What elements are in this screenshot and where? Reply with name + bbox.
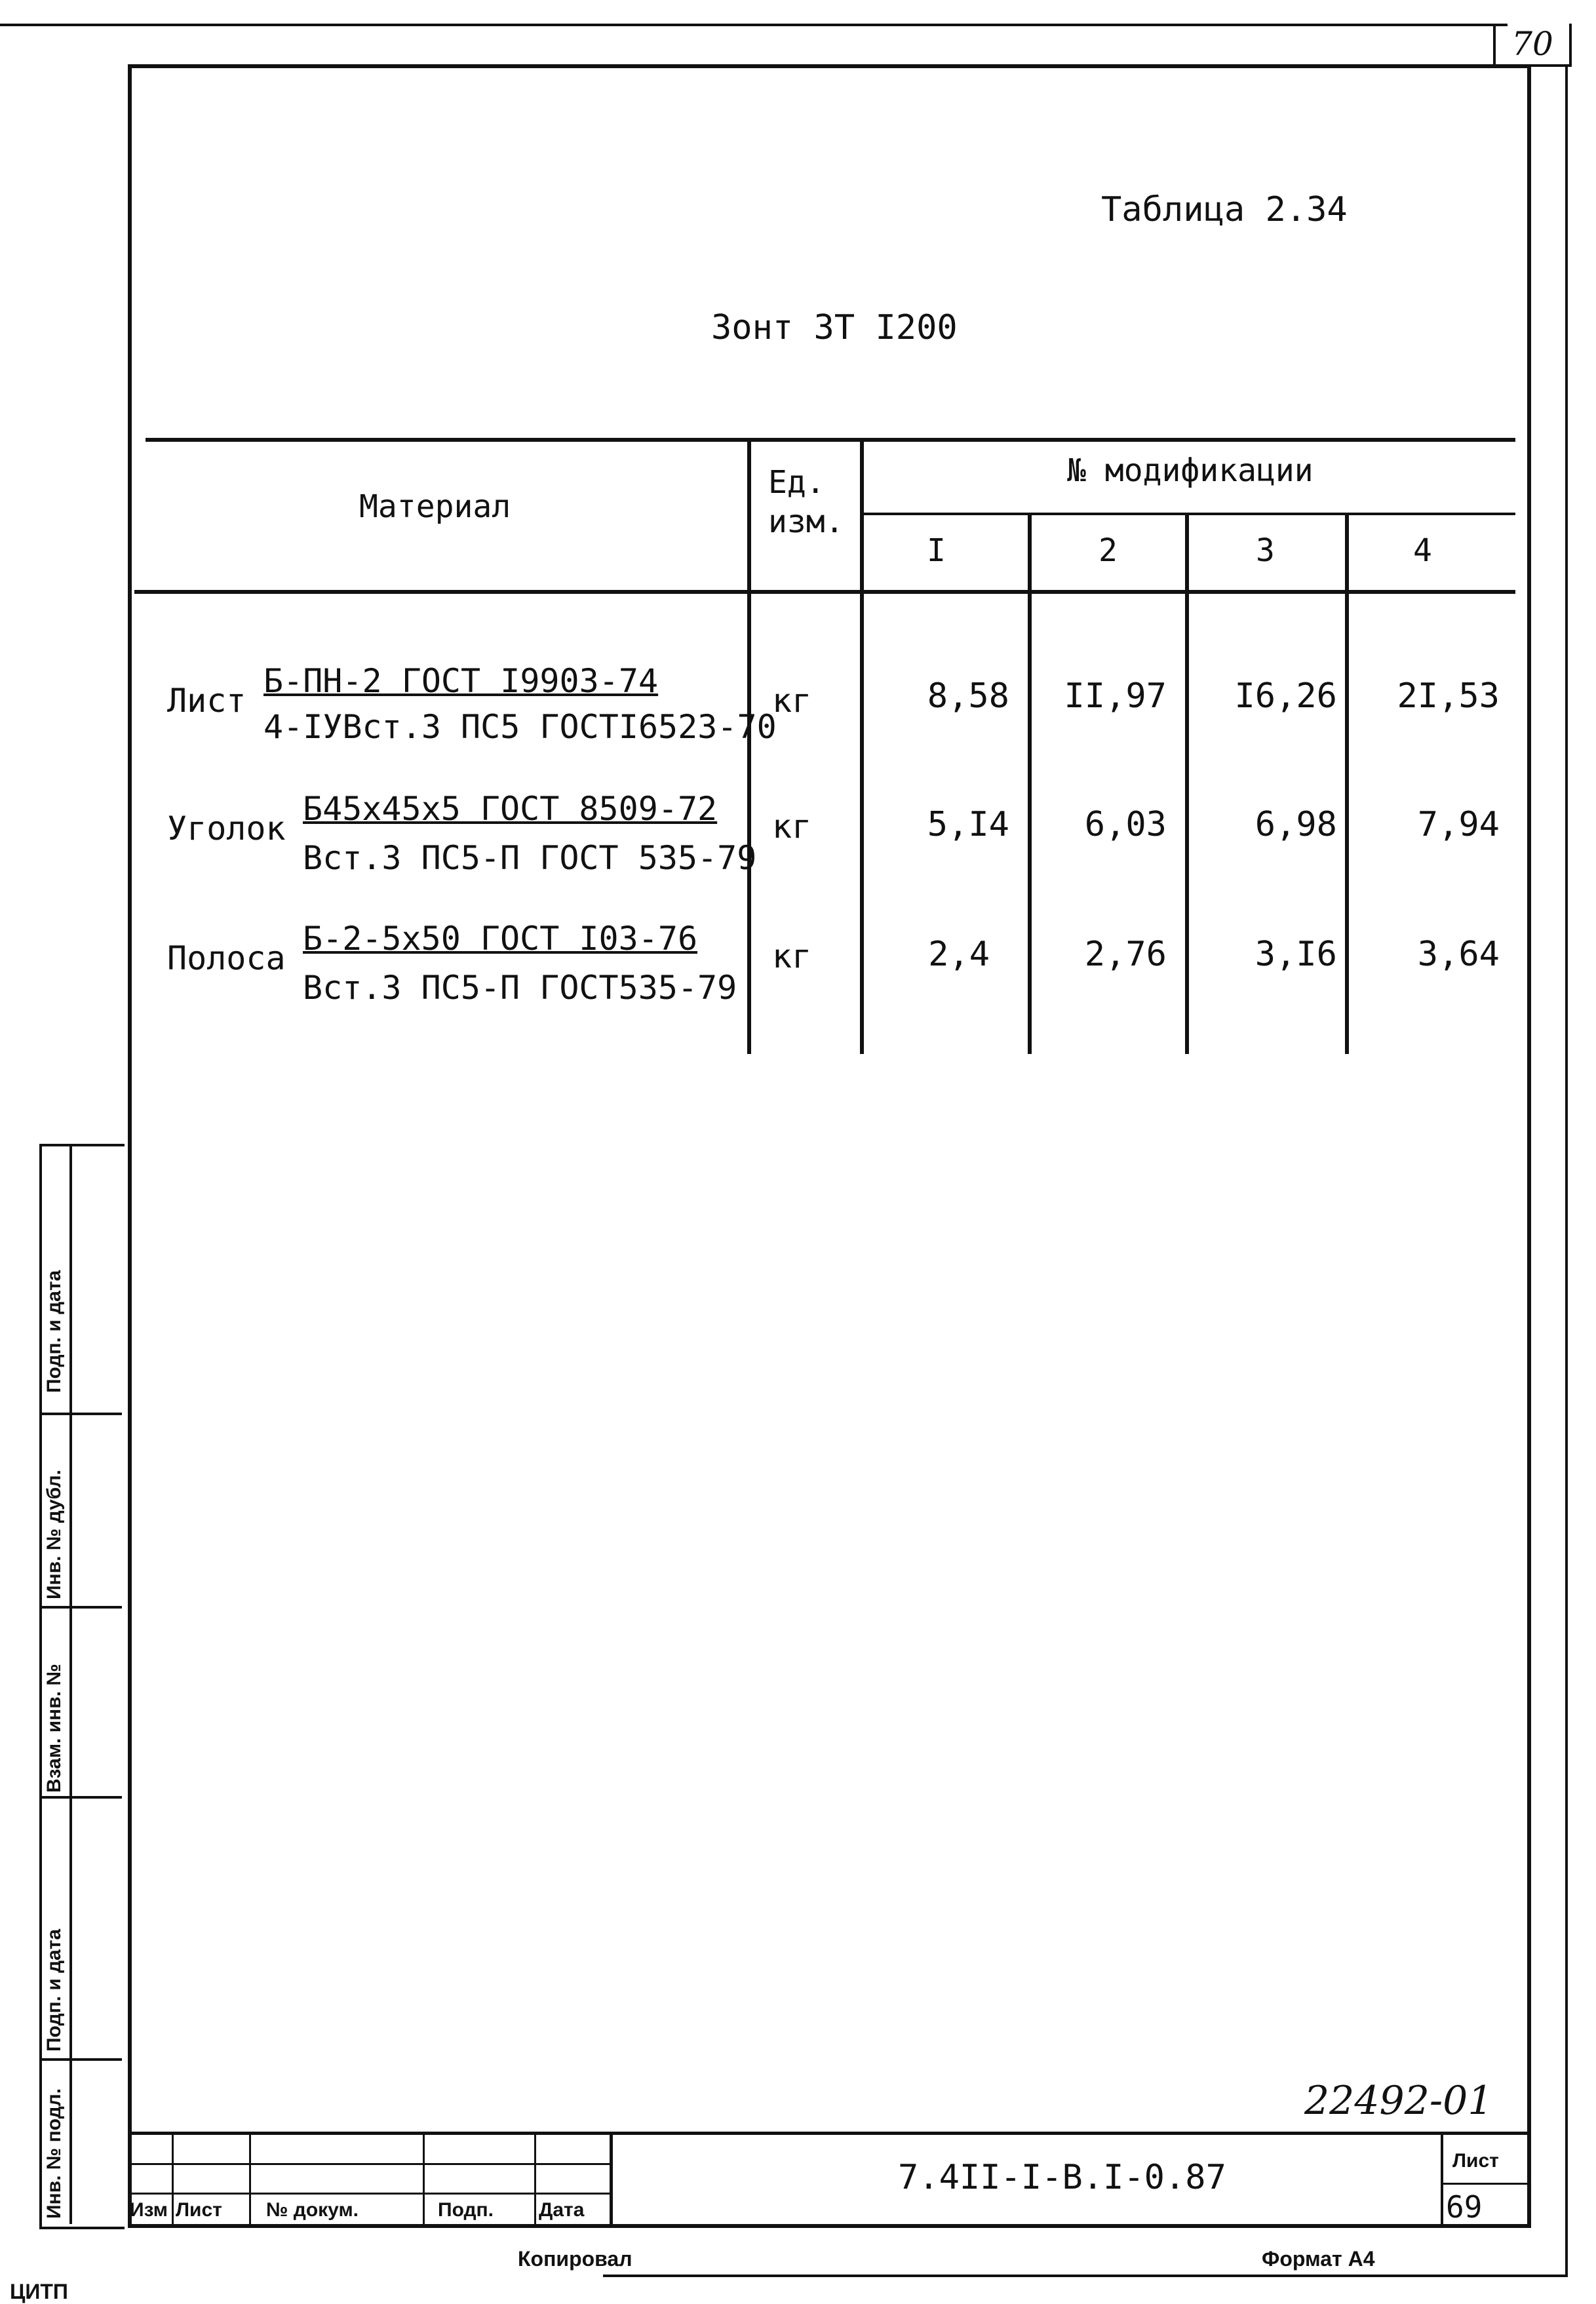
table-label: Таблица 2.34 xyxy=(1101,190,1348,229)
row-3-spec-top: Б-2-5х50 ГОСТ I03-76 xyxy=(303,920,698,958)
tb-col-5 xyxy=(610,2132,613,2224)
footer-org: ЦИТП xyxy=(10,2280,68,2303)
frame-top-line xyxy=(0,24,1508,26)
doc-code: 7.4II-I-В.I-0.87 xyxy=(898,2158,1226,2197)
side-label-podp-2: Подп. и дата xyxy=(43,1270,65,1393)
frame-inner-top xyxy=(128,64,1531,68)
title-block-top xyxy=(128,2132,1531,2135)
tb-col-2 xyxy=(249,2132,251,2224)
row-1-value-3: I6,26 xyxy=(1234,676,1337,716)
header-mod-3: 3 xyxy=(1256,532,1275,569)
row-3-value-2: 2,76 xyxy=(1084,935,1167,974)
tb-col-izm: Изм xyxy=(130,2199,168,2221)
side-stamp-rule-1 xyxy=(39,1413,122,1415)
side-label-inv-podl: Инв. № подл. xyxy=(43,2088,65,2219)
row-2-value-1: 5,I4 xyxy=(927,805,1009,844)
side-label-inv-dubl: Инв. № дубл. xyxy=(43,1470,65,1599)
frame-outer-right xyxy=(1565,64,1568,2276)
header-unit-2: изм. xyxy=(768,503,844,540)
tb-col-podp: Подп. xyxy=(438,2199,494,2221)
row-2-unit: кг xyxy=(772,808,812,846)
corner-sheet-number: 70 xyxy=(1493,24,1572,67)
frame-right xyxy=(1527,64,1531,2224)
col-sep-mod4 xyxy=(1345,513,1349,1054)
row-3-name: Полоса xyxy=(167,939,286,977)
col-sep-mod3 xyxy=(1185,513,1189,1054)
sheet-label: Лист xyxy=(1452,2150,1499,2172)
row-2-value-2: 6,03 xyxy=(1084,805,1167,844)
tb-col-data: Дата xyxy=(539,2199,585,2221)
row-3-value-3: 3,I6 xyxy=(1255,935,1337,974)
signature-number: 22492-01 xyxy=(1304,2078,1493,2124)
header-unit-1: Ед. xyxy=(768,464,825,501)
row-1-name: Лист xyxy=(167,682,246,720)
row-1-value-1: 8,58 xyxy=(927,676,1009,716)
tb-sheet-col xyxy=(1441,2132,1443,2224)
tb-col-4 xyxy=(534,2132,536,2224)
tb-col-list: Лист xyxy=(176,2199,222,2221)
row-1-unit: кг xyxy=(772,682,812,720)
side-stamp-rule-3 xyxy=(39,1796,122,1799)
footer-copied: Копировал xyxy=(518,2247,633,2271)
row-3-value-4: 3,64 xyxy=(1417,935,1500,974)
row-2-name: Уголок xyxy=(167,810,286,848)
header-modifications: № модификации xyxy=(1067,452,1314,489)
row-2-spec-bottom: Вст.3 ПС5-П ГОСТ 535-79 xyxy=(303,839,757,877)
tb-sheet-rule xyxy=(1441,2183,1528,2185)
tb-col-1 xyxy=(172,2132,174,2224)
row-2-spec-top: Б45х45х5 ГОСТ 8509-72 xyxy=(303,790,718,828)
mods-sub-rule xyxy=(864,513,1515,515)
frame-bottom xyxy=(128,2224,1531,2228)
side-stamp-divider xyxy=(69,1144,72,2224)
header-mod-4: 4 xyxy=(1413,532,1432,569)
row-1-value-2: II,97 xyxy=(1064,676,1167,716)
side-label-podp-1: Подп. и дата xyxy=(43,1928,65,2052)
footer-format: Формат А4 xyxy=(1262,2247,1375,2271)
col-sep-mod2 xyxy=(1028,513,1032,1054)
header-material: Материал xyxy=(359,488,511,525)
row-1-spec-bottom: 4-IУВст.3 ПС5 ГОСТI6523-70 xyxy=(263,708,777,746)
header-mod-1: I xyxy=(927,532,946,569)
row-2-value-3: 6,98 xyxy=(1255,805,1337,844)
row-2-value-4: 7,94 xyxy=(1417,805,1500,844)
row-3-spec-bottom: Вст.3 ПС5-П ГОСТ535-79 xyxy=(303,969,737,1007)
col-sep-unit xyxy=(747,438,751,1054)
tb-row-2 xyxy=(128,2193,613,2195)
sheet-number: 69 xyxy=(1446,2189,1483,2225)
row-1-value-4: 2I,53 xyxy=(1397,676,1500,716)
table-top-rule xyxy=(146,438,1515,442)
tb-col-doc: № докум. xyxy=(266,2199,359,2221)
row-3-unit: кг xyxy=(772,937,812,975)
row-1-spec-top: Б-ПН-2 ГОСТ I9903-74 xyxy=(263,662,659,700)
row-3-value-1: 2,4 xyxy=(928,935,990,974)
page-title: Зонт ЗТ I200 xyxy=(711,308,958,347)
header-bottom-rule xyxy=(134,590,1515,594)
side-stamp-rule-4 xyxy=(39,2058,122,2061)
tb-row-1 xyxy=(128,2163,613,2165)
frame-left xyxy=(128,64,132,2224)
frame-outer-bottom xyxy=(603,2275,1568,2277)
tb-col-3 xyxy=(423,2132,425,2224)
header-mod-2: 2 xyxy=(1099,532,1118,569)
side-stamp-rule-2 xyxy=(39,1606,122,1609)
side-label-vzam-inv: Взам. инв. № xyxy=(43,1664,65,1793)
